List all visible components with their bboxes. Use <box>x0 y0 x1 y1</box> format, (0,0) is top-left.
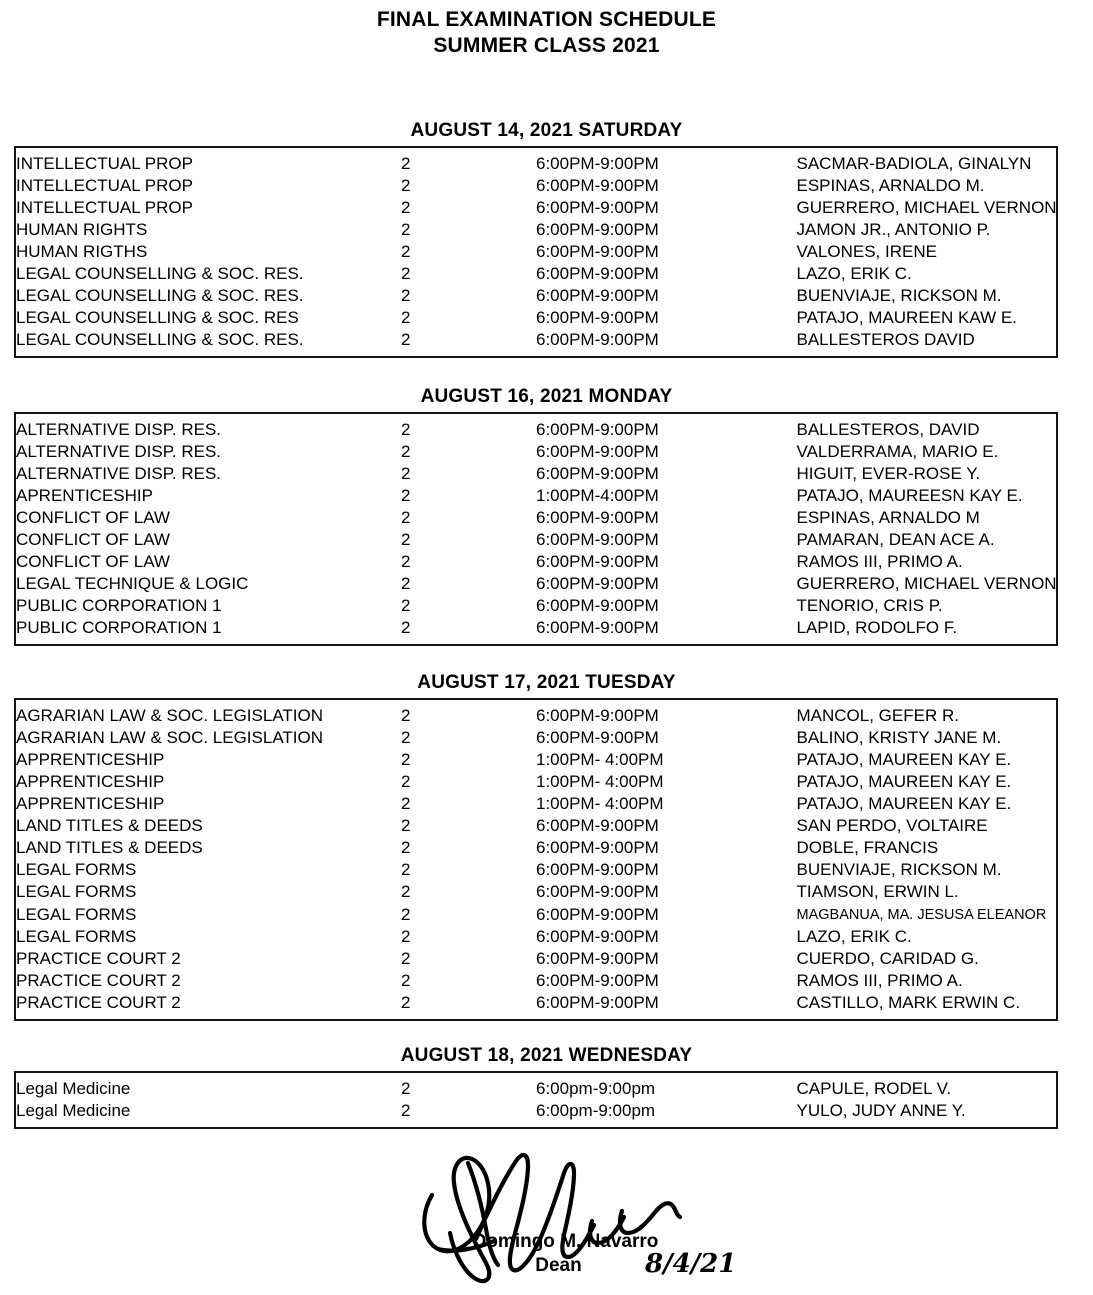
cell-time: 6:00PM-9:00PM <box>536 706 659 725</box>
cell-professor-text: MAGBANUA, MA. JESUSA ELEANOR <box>796 907 1047 923</box>
cell-professor: RAMOS III, PRIMO A. <box>796 971 963 990</box>
table-spacer-row <box>15 1014 1057 1020</box>
cell-time: 6:00PM-9:00PM <box>536 308 659 327</box>
cell-subject: INTELLECTUAL PROP <box>16 154 193 173</box>
table-row <box>15 793 1057 815</box>
cell-subject: CONFLICT OF LAW <box>16 508 170 527</box>
cell-time: 6:00PM-9:00PM <box>536 971 659 990</box>
cell-units: 2 <box>401 464 411 483</box>
cell-time: 6:00PM-9:00PM <box>536 198 659 217</box>
cell-time: 1:00PM-4:00PM <box>536 486 659 505</box>
table-row <box>15 441 1057 463</box>
table-row <box>15 197 1057 219</box>
cell-subject: LEGAL FORMS <box>16 860 137 879</box>
table-row <box>15 815 1057 837</box>
table-row <box>15 241 1057 263</box>
cell-professor: PATAJO, MAUREEN KAY E. <box>796 794 1012 813</box>
cell-time: 6:00PM-9:00PM <box>536 882 659 901</box>
cell-subject: CONFLICT OF LAW <box>16 530 170 549</box>
section-gap <box>0 646 1093 672</box>
day-heading: AUGUST 18, 2021 WEDNESDAY <box>400 1045 693 1066</box>
cell-professor: BALLESTEROS DAVID <box>796 330 975 349</box>
cell-units: 2 <box>401 706 411 725</box>
cell-time: 6:00pm-9:00pm <box>536 1101 656 1120</box>
cell-subject: INTELLECTUAL PROP <box>16 198 193 217</box>
table-row <box>15 307 1057 329</box>
cell-time: 6:00PM-9:00PM <box>536 508 659 527</box>
cell-professor: GUERRERO, MICHAEL VERNON <box>796 198 1057 217</box>
table-row <box>15 485 1057 507</box>
cell-time: 6:00PM-9:00PM <box>536 154 659 173</box>
cell-subject: HUMAN RIGTHS <box>16 242 148 261</box>
cell-professor: SAN PERDO, VOLTAIRE <box>796 816 988 835</box>
table-row <box>15 1078 1057 1100</box>
cell-subject: LEGAL FORMS <box>16 882 137 901</box>
cell-units: 2 <box>401 838 411 857</box>
schedule-table <box>14 412 1058 646</box>
table-row <box>15 153 1057 175</box>
page-title-line-2: SUMMER CLASS 2021 <box>433 34 660 57</box>
day-heading: AUGUST 17, 2021 TUESDAY <box>417 672 676 693</box>
cell-professor: PATAJO, MAUREESN KAY E. <box>796 486 1023 505</box>
cell-units: 2 <box>401 927 411 946</box>
cell-time: 6:00PM-9:00PM <box>536 242 659 261</box>
signatory-name: Domingo M. Navarro <box>472 1231 659 1252</box>
table-row <box>15 175 1057 197</box>
cell-subject: LEGAL TECHNIQUE & LOGIC <box>16 574 249 593</box>
cell-subject: Legal Medicine <box>16 1079 131 1098</box>
day-heading: AUGUST 16, 2021 MONDAY <box>420 386 673 407</box>
cell-time: 6:00PM-9:00PM <box>536 530 659 549</box>
cell-units: 2 <box>401 220 411 239</box>
cell-professor: BALINO, KRISTY JANE M. <box>796 728 1002 747</box>
cell-professor: VALONES, IRENE <box>796 242 937 261</box>
table-spacer-row <box>15 351 1057 357</box>
section-gap <box>0 1021 1093 1045</box>
cell-subject: ALTERNATIVE DISP. RES. <box>16 442 222 461</box>
table-row <box>15 263 1057 285</box>
cell-subject: APRENTICESHIP <box>16 486 153 505</box>
table-row <box>15 1100 1057 1122</box>
cell-professor: CUERDO, CARIDAD G. <box>796 949 979 968</box>
cell-units: 2 <box>401 772 411 791</box>
schedule-table <box>14 146 1058 358</box>
cell-professor: YULO, JUDY ANNE Y. <box>796 1101 966 1120</box>
cell-professor: HIGUIT, EVER-ROSE Y. <box>796 464 981 483</box>
day-heading: AUGUST 14, 2021 SATURDAY <box>410 120 683 141</box>
cell-units: 2 <box>401 530 411 549</box>
cell-time: 6:00PM-9:00PM <box>536 838 659 857</box>
table-row <box>15 771 1057 793</box>
cell-time: 1:00PM- 4:00PM <box>536 794 664 813</box>
page-title <box>0 0 1093 59</box>
cell-time: 6:00PM-9:00PM <box>536 176 659 195</box>
cell-subject: APPRENTICESHIP <box>16 750 165 769</box>
cell-professor: LAZO, ERIK C. <box>796 927 912 946</box>
cell-time: 6:00PM-9:00PM <box>536 949 659 968</box>
cell-units: 2 <box>401 308 411 327</box>
cell-time: 6:00PM-9:00PM <box>536 286 659 305</box>
cell-time: 6:00PM-9:00PM <box>536 552 659 571</box>
cell-professor: ESPINAS, ARNALDO M <box>796 508 980 527</box>
table-row <box>15 507 1057 529</box>
schedule-table <box>14 698 1058 1021</box>
cell-time: 6:00PM-9:00PM <box>536 904 659 924</box>
cell-units: 2 <box>401 264 411 283</box>
cell-professor: ESPINAS, ARNALDO M. <box>796 176 985 195</box>
table-row <box>15 285 1057 307</box>
cell-subject: LEGAL COUNSELLING & SOC. RES. <box>16 330 304 349</box>
cell-units: 2 <box>401 596 411 615</box>
cell-time: 6:00PM-9:00PM <box>536 596 659 615</box>
cell-subject: Legal Medicine <box>16 1101 131 1120</box>
table-row <box>15 329 1057 351</box>
table-row <box>15 595 1057 617</box>
cell-time: 6:00PM-9:00PM <box>536 993 659 1012</box>
cell-professor: MANCOL, GEFER R. <box>796 706 959 725</box>
cell-professor: JAMON JR., ANTONIO P. <box>796 220 991 239</box>
cell-units: 2 <box>401 552 411 571</box>
cell-time: 6:00PM-9:00PM <box>536 464 659 483</box>
cell-time: 6:00PM-9:00PM <box>536 420 659 439</box>
signature-block <box>0 1145 1093 1295</box>
cell-subject: APPRENTICESHIP <box>16 772 165 791</box>
cell-subject: LEGAL COUNSELLING & SOC. RES. <box>16 286 304 305</box>
cell-units: 2 <box>401 176 411 195</box>
cell-subject: LEGAL FORMS <box>16 927 137 946</box>
cell-units: 2 <box>401 1079 411 1098</box>
cell-subject: LEGAL COUNSELLING & SOC. RES. <box>16 264 304 283</box>
table-row <box>15 948 1057 970</box>
cell-units: 2 <box>401 860 411 879</box>
cell-professor: SACMAR-BADIOLA, GINALYN <box>796 154 1032 173</box>
table-row <box>15 903 1057 926</box>
cell-time: 6:00PM-9:00PM <box>536 927 659 946</box>
table-row <box>15 881 1057 903</box>
schedule-sections <box>0 120 1093 1129</box>
table-row <box>15 992 1057 1014</box>
cell-time: 6:00PM-9:00PM <box>536 816 659 835</box>
cell-professor: RAMOS III, PRIMO A. <box>796 552 963 571</box>
cell-time: 1:00PM- 4:00PM <box>536 772 664 791</box>
cell-units: 2 <box>401 242 411 261</box>
cell-subject: LAND TITLES & DEEDS <box>16 816 203 835</box>
page-title-line-1: FINAL EXAMINATION SCHEDULE <box>376 8 717 31</box>
cell-subject: LEGAL FORMS <box>16 904 137 924</box>
cell-professor: VALDERRAMA, MARIO E. <box>796 442 999 461</box>
cell-professor <box>797 903 1058 926</box>
table-row <box>15 463 1057 485</box>
cell-subject: HUMAN RIGHTS <box>16 220 148 239</box>
cell-units: 2 <box>401 574 411 593</box>
cell-time: 6:00PM-9:00PM <box>536 264 659 283</box>
cell-units: 2 <box>401 198 411 217</box>
cell-time: 6:00PM-9:00PM <box>536 574 659 593</box>
cell-units: 2 <box>401 971 411 990</box>
cell-units: 2 <box>401 949 411 968</box>
cell-units: 2 <box>401 154 411 173</box>
cell-units: 2 <box>401 1101 411 1120</box>
cell-time: 6:00PM-9:00PM <box>536 618 659 637</box>
cell-professor: TIAMSON, ERWIN L. <box>796 882 959 901</box>
cell-professor: PATAJO, MAUREEN KAY E. <box>796 772 1012 791</box>
cell-professor: BUENVIAJE, RICKSON M. <box>796 286 1002 305</box>
cell-time: 6:00PM-9:00PM <box>536 330 659 349</box>
cell-professor: TENORIO, CRIS P. <box>796 596 943 615</box>
table-row <box>15 926 1057 948</box>
cell-professor: PAMARAN, DEAN ACE A. <box>796 530 995 549</box>
cell-time: 6:00PM-9:00PM <box>536 442 659 461</box>
cell-units: 2 <box>401 993 411 1012</box>
cell-units: 2 <box>401 904 411 924</box>
table-row <box>15 749 1057 771</box>
cell-units: 2 <box>401 486 411 505</box>
handwritten-date: 8/4/21 <box>645 1249 737 1279</box>
cell-time: 6:00PM-9:00PM <box>536 220 659 239</box>
cell-units: 2 <box>401 286 411 305</box>
cell-subject: PRACTICE COURT 2 <box>16 949 181 968</box>
table-spacer-row <box>15 1122 1057 1128</box>
cell-subject: PUBLIC CORPORATION 1 <box>16 596 222 615</box>
table-row <box>15 573 1057 595</box>
cell-subject: AGRARIAN LAW & SOC. LEGISLATION <box>16 728 324 747</box>
table-row <box>15 705 1057 727</box>
table-spacer-row <box>15 639 1057 645</box>
cell-professor: BUENVIAJE, RICKSON M. <box>796 860 1002 879</box>
cell-units: 2 <box>401 420 411 439</box>
cell-subject: PRACTICE COURT 2 <box>16 971 181 990</box>
cell-professor: LAZO, ERIK C. <box>796 264 912 283</box>
cell-subject: PUBLIC CORPORATION 1 <box>16 618 222 637</box>
cell-subject: LAND TITLES & DEEDS <box>16 838 203 857</box>
cell-professor: CAPULE, RODEL V. <box>796 1079 952 1098</box>
cell-units: 2 <box>401 882 411 901</box>
cell-professor: PATAJO, MAUREEN KAY E. <box>796 750 1012 769</box>
cell-units: 2 <box>401 728 411 747</box>
cell-units: 2 <box>401 442 411 461</box>
cell-professor: PATAJO, MAUREEN KAW E. <box>796 308 1017 327</box>
cell-units: 2 <box>401 618 411 637</box>
cell-units: 2 <box>401 330 411 349</box>
cell-time: 6:00PM-9:00PM <box>536 860 659 879</box>
cell-time: 6:00PM-9:00PM <box>536 728 659 747</box>
schedule-table <box>14 1071 1058 1129</box>
cell-time: 6:00pm-9:00pm <box>536 1079 656 1098</box>
cell-professor: LAPID, RODOLFO F. <box>796 618 958 637</box>
table-row <box>15 970 1057 992</box>
cell-units: 2 <box>401 794 411 813</box>
cell-professor: DOBLE, FRANCIS <box>796 838 939 857</box>
section-gap <box>0 358 1093 386</box>
cell-units: 2 <box>401 750 411 769</box>
table-row <box>15 727 1057 749</box>
cell-subject: ALTERNATIVE DISP. RES. <box>16 420 222 439</box>
cell-subject: ALTERNATIVE DISP. RES. <box>16 464 222 483</box>
cell-subject: CONFLICT OF LAW <box>16 552 170 571</box>
cell-professor: GUERRERO, MICHAEL VERNON <box>796 574 1057 593</box>
table-row <box>15 617 1057 639</box>
table-row <box>15 529 1057 551</box>
cell-subject: AGRARIAN LAW & SOC. LEGISLATION <box>16 706 324 725</box>
table-row <box>15 219 1057 241</box>
cell-professor: BALLESTEROS, DAVID <box>796 420 980 439</box>
table-row <box>15 859 1057 881</box>
table-row <box>15 551 1057 573</box>
cell-subject: APPRENTICESHIP <box>16 794 165 813</box>
cell-subject: LEGAL COUNSELLING & SOC. RES <box>16 308 299 327</box>
signatory-role: Dean <box>535 1255 582 1276</box>
cell-units: 2 <box>401 816 411 835</box>
cell-time: 1:00PM- 4:00PM <box>536 750 664 769</box>
cell-subject: PRACTICE COURT 2 <box>16 993 181 1012</box>
cell-subject: INTELLECTUAL PROP <box>16 176 193 195</box>
cell-units: 2 <box>401 508 411 527</box>
cell-professor: CASTILLO, MARK ERWIN C. <box>796 993 1021 1012</box>
table-row <box>15 419 1057 441</box>
table-row <box>15 837 1057 859</box>
